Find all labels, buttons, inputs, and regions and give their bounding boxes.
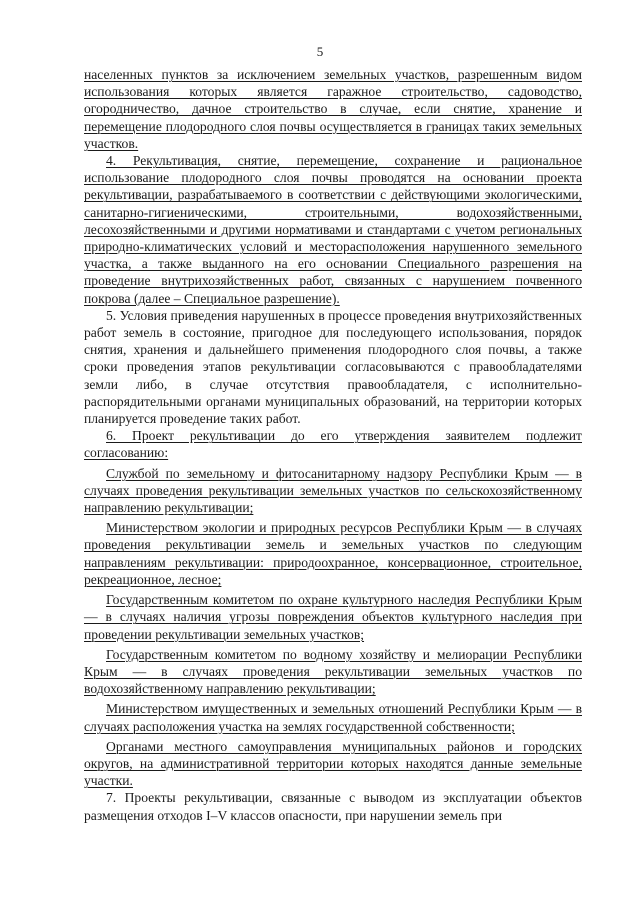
paragraph-item-7: 7. Проекты рекультивации, связанные с выводом из эксплуатации объектов размещения отходов I–V классов опасности, при нарушении земель при bbox=[84, 790, 582, 823]
approval-property-relations: Министерством имущественных и земельных отношений Республики Крым — в случаях расположения участка на землях государственной собственности; bbox=[84, 701, 582, 734]
approval-cultural-heritage: Государственным комитетом по охране культурного наследия Республики Крым — в случаях наличия угрозы повреждения объектов культурного наследия при проведении рекультивации земельных участков; bbox=[84, 592, 582, 642]
approval-land-supervision: Службой по земельному и фитосанитарному надзору Республики Крым — в случаях проведения рекультивации земельных участков по сельскохозяйственному направлению рекультивации; bbox=[84, 465, 582, 516]
approval-local-government: Органами местного самоуправления муниципальных районов и городских округов, на административной территории которых находятся данные земельные участки. bbox=[84, 738, 582, 789]
page-number: 5 bbox=[316, 44, 324, 59]
document-body bbox=[84, 66, 582, 824]
paragraph-item-5: 5. Условия приведения нарушенных в процессе проведения внутрихозяйственных работ земель в состояние, пригодное для последующего использования, порядок снятия, хранения и дальнейшего применения плодородного слоя почвы, а также сроки проведения этапов рекультивации согласовываются с правообладателями земли либо, в случае отсутствия правообладателя, с исполнительно-распорядительными органами муниципальных образований, на территории которых планируется проведение таких работ. bbox=[84, 307, 583, 427]
paragraph-item-6: 6. Проект рекультивации до его утверждения заявителем подлежит согласованию: bbox=[84, 428, 582, 461]
approval-water-management: Государственным комитетом по водному хозяйству и мелиорации Республики Крым — в случаях проведения рекультивации земельных участков по водохозяйственному направлению рекультивации; bbox=[84, 646, 582, 697]
paragraph-continuation: населенных пунктов за исключением земельных участков, разрешенным видом использования которых является гаражное строительство, садоводство, огородничество, дачное строительство в случае, если снятие, хранение и перемещение плодородного слоя почвы осуществляется в границах таких земельных участков. bbox=[84, 67, 582, 151]
approval-ministry-ecology: Министерством экологии и природных ресурсов Республики Крым — в случаях проведения рекультивации земель и земельных участков по следующим направлениям рекультивации: природоохранное, консервационное, строительное, рекреационное, лесное; bbox=[84, 520, 582, 587]
paragraph-item-4: 4. Рекультивация, снятие, перемещение, сохранение и рациональное использование плодородного слоя почвы проводятся на основании проекта рекультивации, разрабатываемого в соответствии с действующими экологическими, санитарно-гигиеническими, строительными, водохозяйственными, лесохозяйственными и другими нормативами и стандартами с учетом региональных природно-климатических условий и месторасположения нарушенного земельного участка, а также выданного на его основании Специального разрешения на проведение внутрихозяйственных работ, связанных с нарушением почвенного покрова (далее – Специальное разрешение). bbox=[84, 153, 582, 306]
